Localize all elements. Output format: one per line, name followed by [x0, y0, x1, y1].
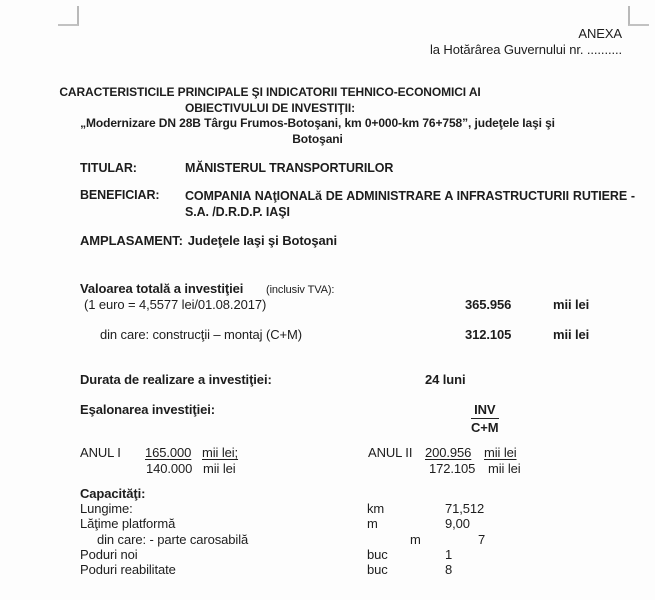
beneficiar-row: [80, 188, 635, 220]
capacity-unit: m: [410, 532, 421, 547]
cm-value: 312.105: [465, 327, 512, 342]
cm-unit: mii lei: [553, 327, 590, 342]
amplasament-value: Judeţele Iaşi şi Botoşani: [187, 233, 338, 248]
durata-value: 24 luni: [425, 372, 466, 387]
beneficiar-value: COMPANIA NAţIONALă DE ADMINISTRARE A INFRASTRUCTURII RUTIERE - S.A. /D.R.D.P. IAŞI: [185, 189, 635, 219]
capacity-row-poduri-reabilitate: [0, 562, 655, 579]
capacity-label: Lungime:: [80, 501, 133, 516]
doc-title-line-3: „Modernizare DN 28B Târgu Frumos-Botoşani, km 0+000-km 76+758”, judeţele Iaşi şi: [80, 116, 555, 130]
durata-row: [0, 372, 655, 389]
titular-value: MĂNISTERUL TRANSPORTURILOR: [185, 161, 394, 175]
capacity-unit: km: [367, 501, 385, 516]
esalonare-label: Eşalonarea investiţiei:: [80, 402, 215, 417]
anul1-cm-value: 140.000: [146, 461, 193, 476]
anul2-label: ANUL II: [368, 445, 413, 460]
anul2-cm-value: 172.105: [429, 461, 476, 476]
anul1-inv-value: 165.000: [145, 445, 192, 460]
valoare-total-row: [0, 297, 655, 314]
capacity-value: 8: [445, 562, 453, 577]
annex-subtitle: la Hotărârea Guvernului nr. ..........: [429, 42, 622, 57]
document-title-block-2: [45, 116, 590, 147]
beneficiar-label: BENEFICIAR:: [80, 188, 160, 202]
capacity-unit: buc: [367, 562, 388, 577]
valoare-cm-row: [0, 327, 655, 344]
titular-row: [80, 161, 393, 176]
capacity-row-latime: [0, 516, 655, 533]
inv-cm-fraction: [471, 402, 499, 435]
fraction-denominator: C+M: [471, 420, 499, 435]
anul1-inv-unit: mii lei;: [202, 445, 239, 460]
capacity-label: Lăţime platformă: [80, 516, 176, 531]
capacitati-heading: Capacităţi:: [80, 486, 146, 501]
cm-label: din care: construcţii – montaj (C+M): [100, 327, 302, 342]
anul-row-1: [0, 445, 655, 462]
doc-title-line-2: OBIECTIVULUI DE INVESTIŢII:: [185, 100, 355, 115]
capacity-label: din care: - parte carosabilă: [97, 532, 249, 547]
durata-label: Durata de realizare a investiţiei:: [80, 372, 272, 387]
corner-crop-mark-right: [628, 6, 649, 26]
total-unit: mii lei: [553, 297, 590, 312]
capacity-unit: m: [367, 516, 378, 531]
valoare-heading-note: (inclusiv TVA):: [266, 284, 335, 296]
titular-label: TITULAR:: [80, 161, 137, 175]
annex-header: [430, 26, 622, 58]
amplasament-row: [80, 233, 337, 248]
corner-crop-mark-left: [58, 6, 79, 26]
capacity-unit: buc: [367, 547, 388, 562]
anul-row-2: [0, 461, 655, 478]
capacity-label: Poduri noi: [80, 547, 138, 562]
fraction-numerator: INV: [471, 402, 499, 419]
capacity-value: 7: [478, 532, 486, 547]
doc-title-line-4: Botoşani: [292, 131, 343, 146]
esalonare-row: [0, 402, 655, 436]
annex-title: ANEXA: [578, 26, 622, 41]
valoare-heading: Valoarea totală a investiţiei: [80, 281, 244, 296]
anul2-inv-value: 200.956: [425, 445, 472, 460]
anul1-label: ANUL I: [80, 445, 121, 460]
anul2-inv-unit: mii lei: [484, 445, 517, 460]
capacity-label: Poduri reabilitate: [80, 562, 176, 577]
capacity-value: 9,00: [445, 516, 470, 531]
anul1-cm-unit: mii lei: [203, 461, 236, 476]
capacity-value: 71,512: [445, 501, 485, 516]
doc-title-line-1: CARACTERISTICILE PRINCIPALE ŞI INDICATORII TEHNICO-ECONOMICI AI: [59, 85, 481, 99]
euro-rate-note: (1 euro = 4,5577 lei/01.08.2017): [84, 297, 267, 312]
anul2-cm-unit: mii lei: [488, 461, 521, 476]
document-title-block-1: [20, 85, 520, 116]
amplasament-label: AMPLASAMENT:: [80, 233, 183, 248]
capacity-value: 1: [445, 547, 453, 562]
total-value: 365.956: [465, 297, 512, 312]
valoare-heading-row: [0, 281, 655, 298]
